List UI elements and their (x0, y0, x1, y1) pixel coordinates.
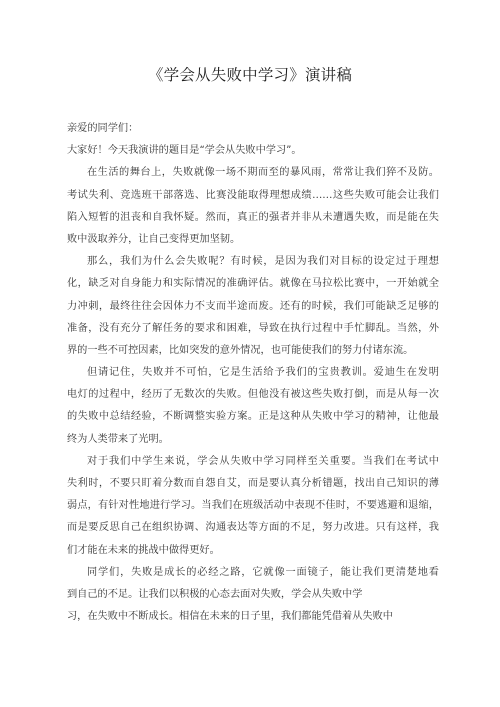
text-line: 考试失利、竞选班干部落选、比赛没能取得理想成绩……这些失败可能会让我们 (67, 189, 439, 201)
text-line: 准备，没有充分了解任务的要求和困难，导致在执行过程中手忙脚乱。当然，外 (67, 322, 439, 334)
text-line: 那么，我们为什么会失败呢？有时候，是因为我们对目标的设定过于理想 (87, 256, 439, 268)
text-line: 败中汲取养分，让自己变得更加坚韧。 (67, 233, 241, 245)
greeting-line: 亲爱的同学们： (67, 123, 139, 134)
text-line: 在生活的舞台上，失败就像一场不期而至的暴风雨，常常让我们猝不及防。 (87, 167, 439, 179)
text-line: 失利时，不要只盯着分数而自怨自艾，而是要认真分析错题，找出自己知识的薄 (67, 478, 439, 489)
text-line: 习，在失败中不断成长。相信在未来的日子里，我们都能凭借着从失败中 (67, 611, 393, 623)
text-line: 同学们，失败是成长的必经之路，它就像一面镜子，能让我们更清楚地看 (87, 566, 439, 578)
text-line: 电灯的过程中，经历了无数次的失败。但他没有被这些失败打倒，而是从每一次 (67, 389, 439, 401)
text-line: 的失败中总结经验，不断调整实验方案。正是这种从失败中学习的精神，让他最 (67, 411, 439, 423)
text-line: 力冲刺，最终往往会因体力不支而半途而废。还有的时候，我们可能缺乏足够的 (67, 300, 439, 312)
text-line: 们才能在未来的挑战中做得更好。 (67, 544, 220, 556)
document-body (67, 118, 439, 628)
text-line: 陷入短暂的沮丧和自我怀疑。然而，真正的强者并非从未遭遇失败，而是能在失 (67, 211, 439, 223)
text-line: 大家好！今天我演讲的题目是“学会从失败中学习”。 (67, 145, 302, 157)
text-line: 到自己的不足。让我们以积极的心态去面对失败，学会从失败中学 (67, 588, 363, 600)
document-title: 《学会从失败中学习》演讲稿 (147, 66, 353, 84)
text-line: 化，缺乏对自身能力和实际情况的准确评估。就像在马拉松比赛中，一开始就全 (67, 278, 439, 290)
text-line: 界的一些不可控因素，比如突发的意外情况，也可能使我们的努力付诸东流。 (67, 344, 414, 356)
text-line: 但请记住，失败并不可怕，它是生活给予我们的宝贵教训。爱迪生在发明 (87, 367, 439, 379)
text-line: 而是要反思自己在组织协调、沟通表达等方面的不足，努力改进。只有这样，我 (67, 522, 439, 534)
text-line: 弱点，有针对性地进行学习。当我们在班级活动中表现不佳时，不要逃避和退缩， (67, 500, 439, 512)
text-line: 对于我们中学生来说，学会从失败中学习同样至关重要。当我们在考试中 (87, 455, 439, 467)
text-line: 终为人类带来了光明。 (67, 433, 169, 445)
